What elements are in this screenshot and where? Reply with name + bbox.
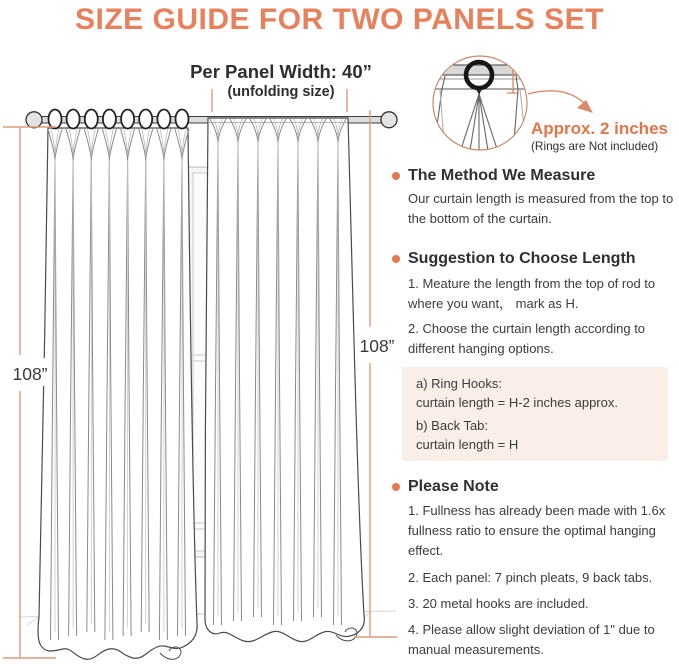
inset-rod [421, 65, 539, 75]
right-panel-outline [205, 118, 364, 642]
curtain-panels-illustration [0, 55, 400, 664]
formula-back-tab-value: curtain length = H [416, 437, 519, 452]
formula-ring-hooks-value: curtain length = H-2 inches approx. [416, 395, 618, 410]
left-height-label: 108” [12, 364, 48, 384]
length-formula-box [402, 367, 668, 461]
note-4: 4. Please allow slight deviation of 1" due to manual measurements. [408, 622, 655, 657]
bullet-icon [392, 172, 400, 180]
inset-pointer-arrow [528, 91, 588, 107]
gap-sublabel: (Rings are Not included) [531, 139, 659, 153]
note-2: 2. Each panel: 7 pinch pleats, 9 back tabs. [408, 570, 653, 585]
section-suggestion-heading [392, 249, 679, 268]
panel-width-sublabel: (unfolding size) [227, 84, 335, 100]
panel-width-label: Per Panel Width: 40” [190, 61, 372, 82]
instructions-column [392, 166, 679, 660]
rod-finial-left [26, 112, 42, 128]
section-heading-text: Suggestion to Choose Length [408, 250, 636, 267]
section-method-heading [392, 166, 679, 185]
suggestion-step-2: 2. Choose the curtain length according to different hanging options. [408, 321, 646, 356]
section-heading-text: The Method We Measure [408, 167, 596, 184]
right-height-label: 108” [359, 336, 395, 356]
left-panel-outline [38, 128, 197, 659]
bullet-icon [392, 483, 400, 491]
note-3: 3. 20 metal hooks are included. [408, 596, 589, 611]
gap-label: Approx. 2 inches [531, 119, 668, 138]
section-note-heading [392, 477, 679, 496]
formula-back-tab-label: b) Back Tab: [416, 418, 489, 433]
section-heading-text: Please Note [408, 478, 499, 495]
note-1: 1. Fullness has already been made with 1.6x fullness ratio to ensure the optimal hanging effect. [408, 503, 666, 558]
formula-ring-hooks-label: a) Ring Hooks: [416, 376, 502, 391]
suggestion-step-1: 1. Meature the length from the top of rod to where you want， mark as H. [408, 276, 656, 311]
method-paragraph: Our curtain length is measured from the top to the bottom of the curtain. [408, 191, 674, 226]
inset-pointer-arrowhead [577, 100, 593, 113]
bullet-icon [392, 255, 400, 263]
ring-detail-inset [415, 45, 605, 173]
rod-finial-right [381, 112, 397, 128]
page-title: SIZE GUIDE FOR TWO PANELS SET [75, 3, 604, 36]
